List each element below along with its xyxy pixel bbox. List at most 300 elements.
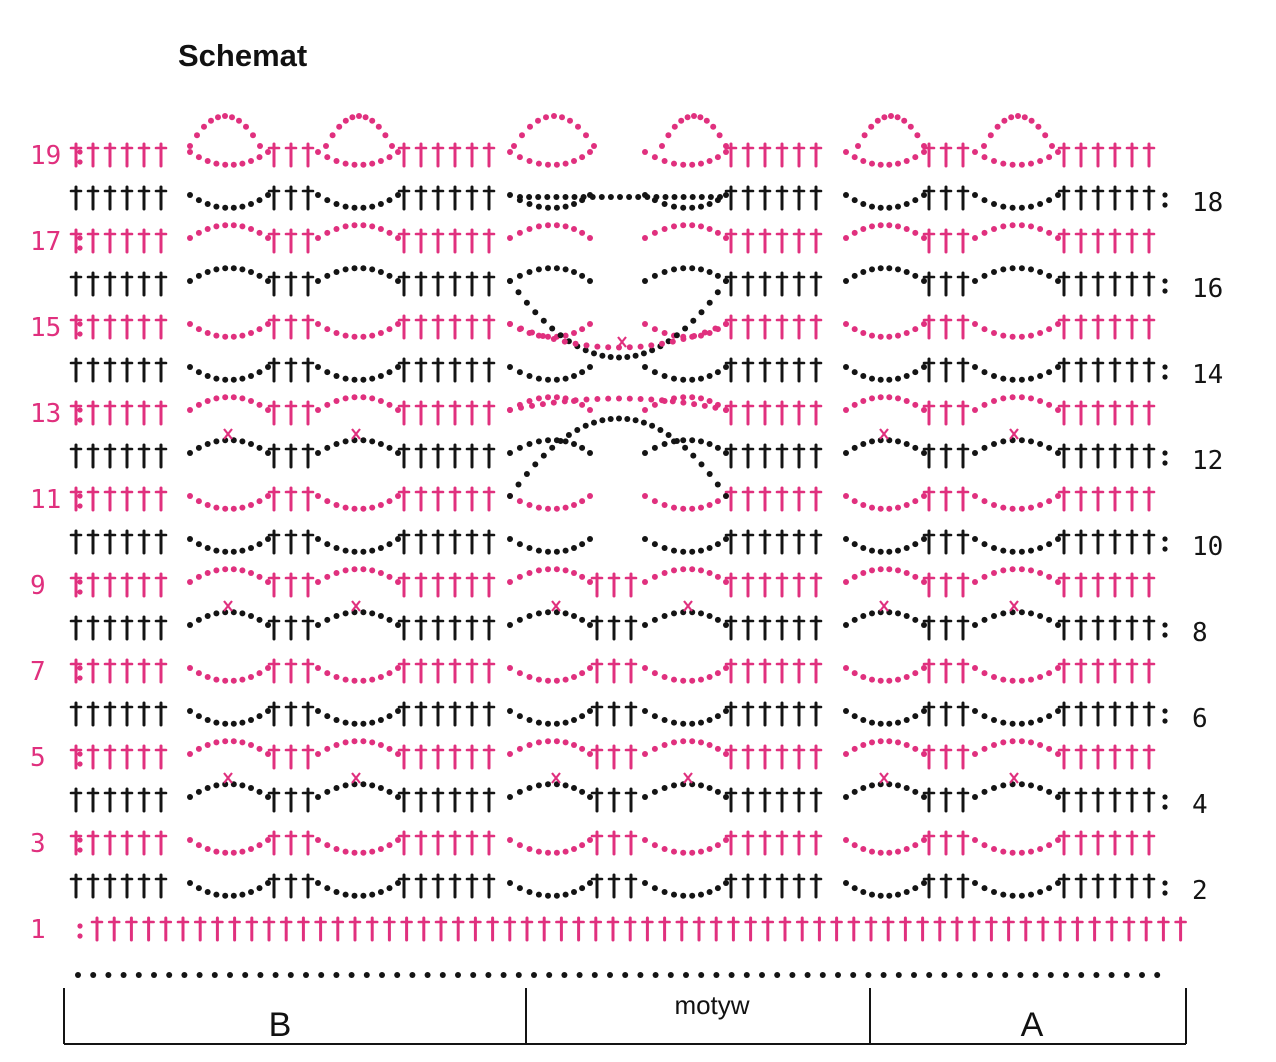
chain-dot (972, 751, 978, 757)
chain-dot (702, 330, 708, 336)
foundation-dot (926, 972, 932, 978)
dc-stitch (1093, 402, 1103, 424)
chain-arc (843, 265, 927, 284)
chain-dot (360, 162, 366, 168)
chain-dot (1055, 364, 1061, 370)
chain-dot (1000, 438, 1006, 444)
chain-dot (187, 278, 193, 284)
chain-dot (1019, 437, 1025, 443)
chain-dot (707, 742, 713, 748)
chain-dot (545, 678, 551, 684)
chain-dot (369, 438, 375, 444)
dc-stitch (760, 316, 770, 338)
dc-stitch (760, 832, 770, 854)
chain-arc (642, 738, 729, 757)
chain-dot (545, 334, 551, 340)
chain-dot (343, 892, 349, 898)
chain-dot (624, 416, 630, 422)
chain-dot (991, 846, 997, 852)
dc-stitch (726, 316, 736, 338)
chain-dot (1010, 893, 1016, 899)
dc-stitch (1093, 359, 1103, 381)
dc-stitch (1059, 574, 1069, 596)
chain-dot (624, 354, 630, 360)
dc-stitch (1093, 574, 1103, 596)
chain-dot (852, 273, 858, 279)
foundation-dot (105, 972, 111, 978)
foundation-dot (531, 972, 537, 978)
foundation-dot (713, 972, 719, 978)
chain-dot (551, 336, 557, 342)
chain-dot (369, 677, 375, 683)
chain-dot (334, 545, 340, 551)
dc-stitch (303, 703, 313, 725)
chain-dot (559, 114, 565, 120)
dc-stitch (450, 875, 460, 897)
dc-stitch (1110, 402, 1120, 424)
dc-stitch (416, 488, 426, 510)
chain-dot (369, 892, 375, 898)
chain-dot (360, 781, 366, 787)
chain-dot (699, 461, 705, 467)
chain-dot (315, 493, 321, 499)
chain-dot (886, 893, 892, 899)
dc-stitch (122, 617, 132, 639)
dc-stitch (958, 187, 968, 209)
dc-stitch (303, 832, 313, 854)
chain-dot (378, 889, 384, 895)
chain-dot (680, 394, 686, 400)
chain-dot (991, 742, 997, 748)
chain-dot (571, 158, 577, 164)
chain-dot (187, 708, 193, 714)
chain-dot (698, 720, 704, 726)
chain-dot (378, 785, 384, 791)
dc-stitch (88, 531, 98, 553)
chain-dot (982, 402, 988, 408)
dc-stitch (1038, 918, 1048, 940)
dc-stitch (743, 574, 753, 596)
chain-dot (1055, 880, 1061, 886)
dc-stitch (433, 746, 443, 768)
chain-dot (554, 265, 560, 271)
chain-dot (248, 330, 254, 336)
dc-stitch (399, 660, 409, 682)
chain-dot (672, 124, 678, 130)
dc-stitch (958, 703, 968, 725)
dc-stitch (900, 918, 910, 940)
chain-dot (517, 670, 523, 676)
dc-stitch (416, 703, 426, 725)
chain-arc (843, 566, 927, 585)
chain-dot (265, 579, 271, 585)
dc-stitch (760, 359, 770, 381)
chain-dot (265, 321, 271, 327)
chain-dot (196, 885, 202, 891)
chain-dot (641, 420, 647, 426)
dc-stitch (777, 789, 787, 811)
chain-dot (315, 665, 321, 671)
chain-dot (196, 842, 202, 848)
chain-dot (886, 738, 892, 744)
chain-arc (507, 837, 593, 856)
chain-dot (231, 738, 237, 744)
chain-dot (248, 398, 254, 404)
dc-stitch (450, 187, 460, 209)
chain-dot (545, 721, 551, 727)
chain-dot (671, 266, 677, 272)
chain-dot (869, 505, 875, 511)
chain-dot (723, 321, 729, 327)
chain-dot (715, 273, 721, 279)
dc-stitch (467, 746, 477, 768)
chain-dot (852, 885, 858, 891)
chain-dot (213, 548, 219, 554)
chain-dot (1046, 273, 1052, 279)
chain-dot (571, 330, 577, 336)
chain-dot (222, 222, 228, 228)
chain-dot (257, 445, 263, 451)
dc-stitch (1093, 875, 1103, 897)
chain-dot (205, 502, 211, 508)
chain-dot (587, 708, 593, 714)
edge-dot (1162, 708, 1167, 713)
chain-dot (315, 751, 321, 757)
chain-dot (387, 498, 393, 504)
chain-dot (1010, 394, 1016, 400)
chain-dot (608, 416, 614, 422)
chain-dot (527, 226, 533, 232)
foundation-dot (425, 972, 431, 978)
chain-dot (360, 566, 366, 572)
chain-dot (895, 161, 901, 167)
chain-dot (852, 230, 858, 236)
dc-stitch (122, 144, 132, 166)
chain-dot (895, 892, 901, 898)
foundation-dot (303, 972, 309, 978)
dc-stitch (303, 402, 313, 424)
dc-stitch (1076, 402, 1086, 424)
chain-dot (257, 326, 263, 332)
dc-stitch (958, 402, 968, 424)
chain-dot (205, 441, 211, 447)
chain-dot (352, 394, 358, 400)
chain-dot (653, 194, 659, 200)
chain-dot (334, 846, 340, 852)
chain-arc (642, 536, 729, 555)
chain-dot (222, 721, 228, 727)
chain-dot (1028, 395, 1034, 401)
dc-stitch (212, 918, 222, 940)
dc-stitch (743, 875, 753, 897)
chain-dot (904, 674, 910, 680)
dc-stitch (522, 918, 532, 940)
chain-dot (662, 846, 668, 852)
edge-dot (1162, 278, 1167, 283)
edge-dot (77, 235, 82, 240)
dc-stitch (592, 660, 602, 682)
dc-stitch (777, 488, 787, 510)
chain-dot (1028, 161, 1034, 167)
dc-stitch (1093, 746, 1103, 768)
dc-stitch (626, 789, 636, 811)
chain-dot (579, 154, 585, 160)
chain-dot (213, 204, 219, 210)
chain-dot (369, 161, 375, 167)
chain-dot (360, 678, 366, 684)
chain-dot (378, 158, 384, 164)
foundation-dot (774, 972, 780, 978)
foundation-dot (212, 972, 218, 978)
dc-stitch (156, 488, 166, 510)
chain-dot (363, 114, 369, 120)
chain-dot (1028, 610, 1034, 616)
dc-stitch (416, 273, 426, 295)
chain-dot (563, 610, 569, 616)
chain-dot (378, 398, 384, 404)
chain-dot (222, 334, 228, 340)
dc-stitch (1110, 789, 1120, 811)
dc-stitch (1144, 789, 1154, 811)
dc-stitch (924, 445, 934, 467)
dc-stitch (269, 832, 279, 854)
chain-dot (265, 794, 271, 800)
dc-stitch (156, 187, 166, 209)
foundation-dot (1124, 972, 1130, 978)
foundation-dot (1002, 972, 1008, 978)
chain-dot (257, 789, 263, 795)
chain-dot (395, 149, 401, 155)
chain-dot (715, 289, 721, 295)
chain-arc (843, 192, 927, 211)
dc-stitch (1059, 187, 1069, 209)
chain-dot (532, 461, 538, 467)
chain-dot (352, 334, 358, 340)
chain-dot (545, 609, 551, 615)
chain-dot (1055, 321, 1061, 327)
dc-stitch (433, 316, 443, 338)
chain-dot (869, 204, 875, 210)
dc-stitch (144, 918, 154, 940)
chain-arc (642, 364, 729, 383)
chain-dot (236, 118, 242, 124)
dc-stitch (105, 832, 115, 854)
chain-dot (972, 321, 978, 327)
dc-stitch (139, 488, 149, 510)
chain-dot (715, 498, 721, 504)
chain-dot (689, 738, 695, 744)
chain-dot (536, 548, 542, 554)
chain-dot (685, 114, 691, 120)
chain-dot (662, 330, 668, 336)
chain-dot (343, 395, 349, 401)
chain-dot (680, 205, 686, 211)
dc-stitch (1076, 617, 1086, 639)
chain-dot (395, 665, 401, 671)
chain-dot (1019, 205, 1025, 211)
chain-dot (1028, 266, 1034, 272)
chain-dot (518, 405, 524, 411)
dc-stitch (1127, 617, 1137, 639)
dc-stitch (419, 918, 429, 940)
dc-stitch (1127, 531, 1137, 553)
edge-dot (1162, 804, 1167, 809)
dc-stitch (416, 617, 426, 639)
chain-dot (1037, 674, 1043, 680)
chain-dot (587, 751, 593, 757)
dc-stitch (811, 230, 821, 252)
chain-dot (982, 369, 988, 375)
sc-stitch (880, 601, 888, 611)
chain-dot (187, 665, 193, 671)
dc-stitch (592, 703, 602, 725)
dc-stitch (156, 875, 166, 897)
chain-arc (187, 394, 271, 413)
foundation-dot (805, 972, 811, 978)
chain-dot (563, 739, 569, 745)
dc-stitch (726, 660, 736, 682)
dc-stitch (1127, 832, 1137, 854)
chain-dot (248, 502, 254, 508)
chain-dot (336, 124, 342, 130)
chain-dot (579, 617, 585, 623)
chain-dot (196, 326, 202, 332)
dc-stitch (286, 230, 296, 252)
chain-dot (886, 721, 892, 727)
dc-stitch (433, 875, 443, 897)
chain-arc (642, 781, 729, 800)
chain-dot (324, 842, 330, 848)
chain-dot (1010, 549, 1016, 555)
dc-stitch (467, 789, 477, 811)
dc-stitch (1093, 660, 1103, 682)
dc-stitch (941, 789, 951, 811)
chain-dot (352, 721, 358, 727)
edge-dot (77, 331, 82, 336)
chain-dot (545, 506, 551, 512)
chain-dot (982, 574, 988, 580)
row-number-left: 1 (30, 915, 46, 945)
chain-dot (231, 506, 237, 512)
chain-dot (904, 373, 910, 379)
dc-stitch (1093, 316, 1103, 338)
chain-dot (1055, 837, 1061, 843)
dc-stitch (941, 230, 951, 252)
chain-dot (689, 265, 695, 271)
chain-dot (215, 114, 221, 120)
chain-dot (1019, 609, 1025, 615)
dc-stitch (450, 789, 460, 811)
chain-dot (315, 149, 321, 155)
chain-dot (334, 226, 340, 232)
dc-stitch (760, 445, 770, 467)
chain-dot (1055, 708, 1061, 714)
chain-arc (187, 708, 271, 727)
dc-stitch (105, 746, 115, 768)
chain-dot (641, 350, 647, 356)
chain-dot (536, 720, 542, 726)
dc-stitch (1127, 359, 1137, 381)
chain-dot (213, 739, 219, 745)
chain-dot (571, 674, 577, 680)
chain-dot (1028, 223, 1034, 229)
foundation-dot (257, 972, 263, 978)
dc-stitch (71, 273, 81, 295)
edge-dot (77, 407, 82, 412)
chain-dot (554, 738, 560, 744)
chain-dot (571, 570, 577, 576)
chain-dot (315, 708, 321, 714)
dc-stitch (1144, 703, 1154, 725)
chain-dot (324, 402, 330, 408)
chain-dot (912, 273, 918, 279)
chain-dot (1055, 536, 1061, 542)
chain-arc (843, 781, 927, 800)
chain-dot (717, 132, 723, 138)
chain-dot (545, 549, 551, 555)
chain-dot (886, 850, 892, 856)
chain-dot (662, 717, 668, 723)
chain-dot (886, 334, 892, 340)
dc-stitch (416, 832, 426, 854)
dc-stitch (924, 746, 934, 768)
foundation-dot (151, 972, 157, 978)
chain-dot (991, 570, 997, 576)
chain-dot (616, 416, 622, 422)
chain-dot (912, 574, 918, 580)
chain-dot (315, 235, 321, 241)
dc-stitch (941, 875, 951, 897)
chain-dot (991, 201, 997, 207)
chain-dot (698, 505, 704, 511)
dc-stitch (743, 316, 753, 338)
dc-stitch (811, 445, 821, 467)
row-number-right: 14 (1192, 360, 1224, 390)
dc-stitch (71, 703, 81, 725)
chain-dot (1019, 738, 1025, 744)
chain-dot (671, 739, 677, 745)
chain-dot (554, 377, 560, 383)
chain-dot (723, 794, 729, 800)
dc-stitch (811, 789, 821, 811)
chain-dot (239, 161, 245, 167)
chain-dot (360, 506, 366, 512)
chain-dot (315, 880, 321, 886)
chain-dot (334, 674, 340, 680)
chain-dot (378, 846, 384, 852)
dc-stitch (467, 703, 477, 725)
chain-dot (995, 124, 1001, 130)
dc-stitch (760, 574, 770, 596)
dc-stitch (726, 703, 736, 725)
dc-stitch (794, 832, 804, 854)
edge-dot (1162, 546, 1167, 551)
chain-dot (222, 377, 228, 383)
chain-dot (343, 204, 349, 210)
chain-dot (334, 613, 340, 619)
edge-dot (77, 245, 82, 250)
dc-stitch (484, 187, 494, 209)
dc-stitch (416, 746, 426, 768)
dc-stitch (269, 230, 279, 252)
dc-stitch (1110, 316, 1120, 338)
chain-arc (843, 665, 927, 684)
chain-dot (1010, 850, 1016, 856)
chain-dot (579, 230, 585, 236)
chain-dot (912, 445, 918, 451)
dc-stitch (1110, 617, 1120, 639)
dc-stitch (109, 918, 119, 940)
